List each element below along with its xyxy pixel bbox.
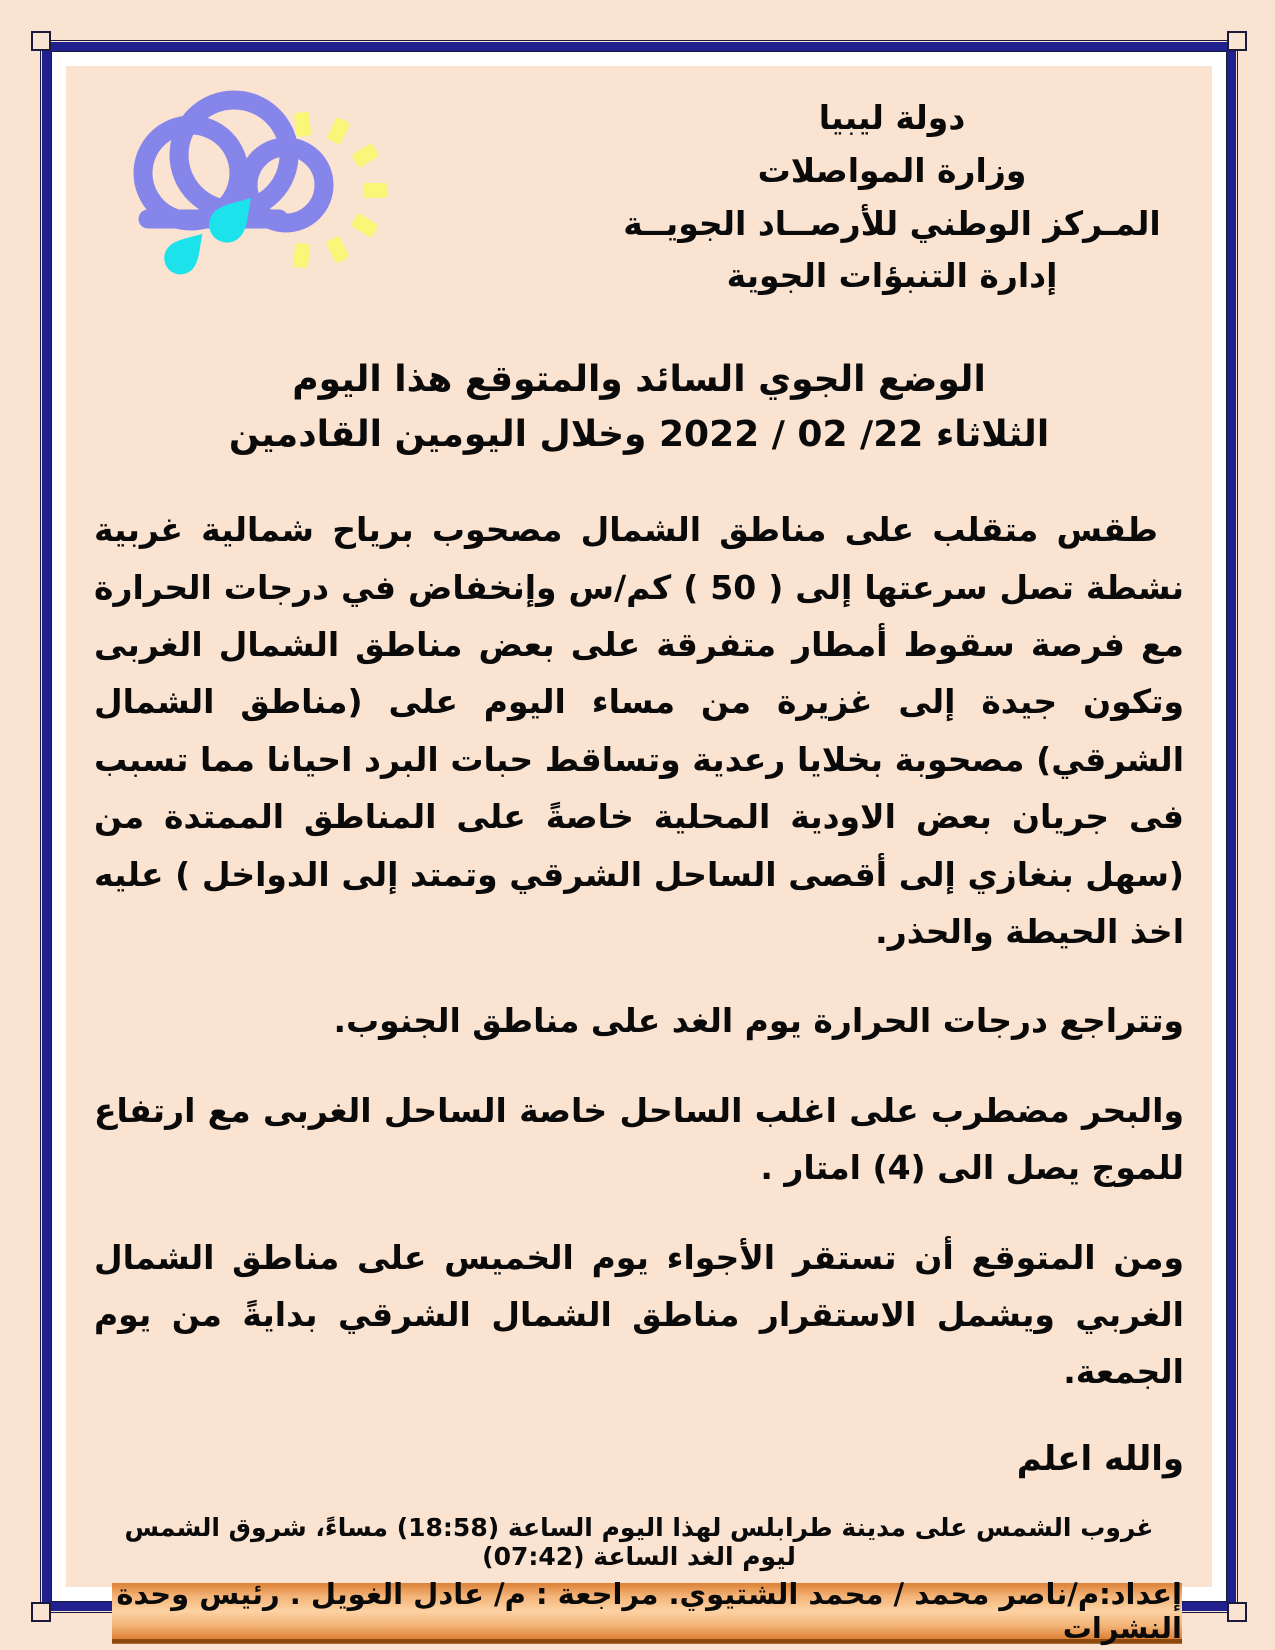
border-corner-ornament [31,31,51,51]
page-border-navy-band [42,42,1236,1645]
bulletin-date: الثلاثاء 22/ 02 / 2022 وخلال اليومين القادمين [228,414,1050,456]
letterhead-department: إدارة التنبؤات الجوية [726,256,1058,296]
letterhead [602,92,1182,303]
letterhead-ministry: وزارة المواصلات [757,150,1027,190]
border-corner-ornament [1227,1602,1247,1622]
bulletin-content [66,66,1212,1645]
cloud-rain-sun-icon [116,88,416,293]
page-border-frame [40,40,1238,1645]
letterhead-country: دولة ليبيا [818,98,966,137]
credits-bar [112,1576,1182,1645]
letterhead-center: المـركز الوطني للأرصــاد الجويــة [623,203,1161,243]
sun-times-line: غروب الشمس على مدينة طرابلس لهذا اليوم الساعة (18:58) مساءً، شروق الشمس ليوم الغد الساعة (07:42) [124,1512,1154,1571]
sun-rays-icon [293,112,387,269]
temperature-paragraph: وتتراجع درجات الحرارة يوم الغد على مناطق الجنوب. [333,1001,1184,1041]
border-corner-ornament [1227,31,1247,51]
page-border-inner-line [51,51,1227,1645]
sea-state-paragraph: والبحر مضطرب على اغلب الساحل خاصة الساحل الغربى مع ارتفاع للموج يصل الى (4) امتار . [94,1090,1184,1188]
outlook-paragraph: ومن المتوقع أن تستقر الأجواء يوم الخميس على مناطق الشمال الغربي ويشمل الاستقرار مناطق الشمال الشرقي بدايةً من يوم الجمعة. [94,1237,1184,1392]
closing-phrase: والله اعلم [1016,1438,1184,1479]
forecast-paragraph: طقس متقلب على مناطق الشمال مصحوب برياح شمالية غربية نشطة تصل سرعتها إلى ( 50 ) كم/س وإنخفاض في درجات الحرارة مع فرصة سقوط أمطار متفرقة على بعض مناطق الشمال الغربى وتكون جيدة إلى غزيرة من مساء اليوم على (مناطق الشمال الشرقي) مصحوبة بخلايا رعدية وتساقط حبات البرد احيانا مما تسبب فى جريان بعض الاودية المحلية خاصةً على المناطق الممتدة من (سهل بنغازي إلى أقصى الساحل الشرقي وتمتد إلى الدواخل ) عليه اخذ الحيطة والحذر. [94,510,1184,952]
bulletin-title: الوضع الجوي السائد والمتوقع هذا اليوم [292,359,986,401]
credits-text: إعداد:م/ناصر محمد / محمد الشتيوي. مراجعة : م/ عادل الغويل . رئيس وحدة النشرات [116,1576,1182,1645]
border-corner-ornament [31,1602,51,1622]
